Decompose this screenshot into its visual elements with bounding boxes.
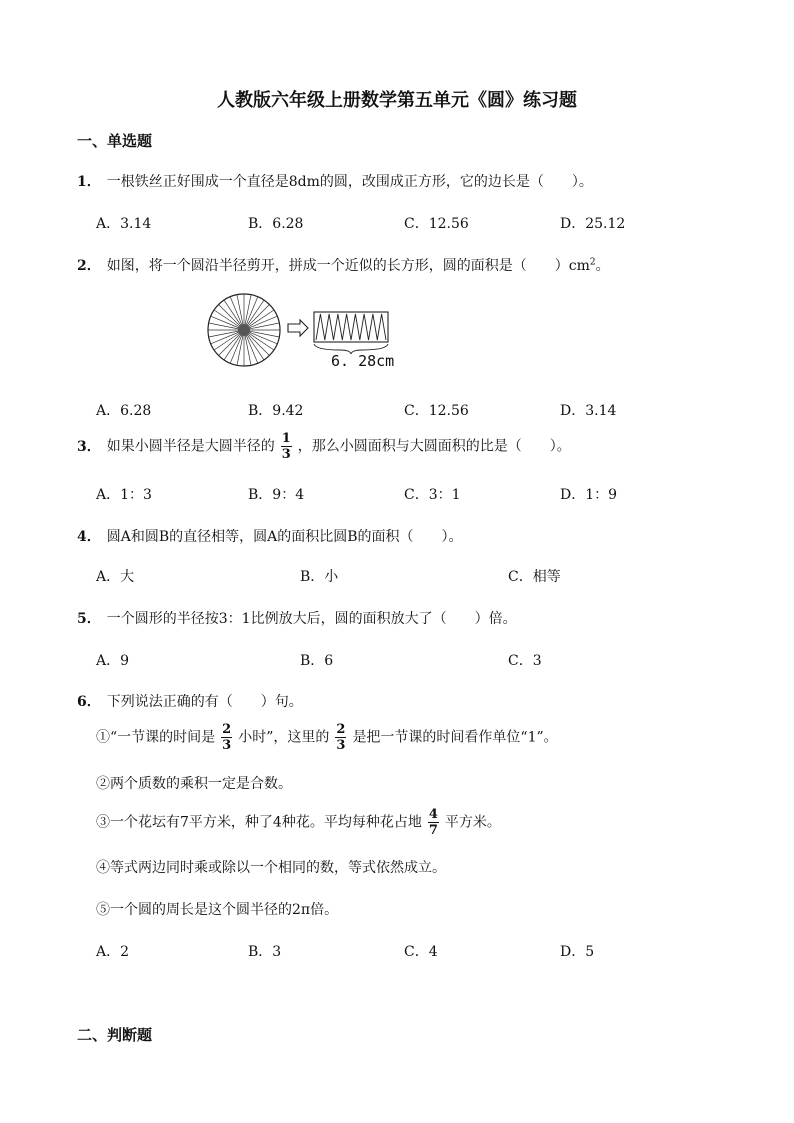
statement-5: ⑤一个圆的周长是这个圆半径的2π倍。: [96, 902, 339, 918]
superscript: 2: [589, 257, 596, 268]
fraction-denominator: 3: [222, 738, 232, 753]
question-3: [77, 432, 571, 461]
option-a: A．6.28: [96, 403, 152, 419]
fraction-numerator: 2: [222, 722, 232, 737]
arrow-right-icon: [288, 320, 308, 336]
statement-text: 平方米。: [444, 814, 501, 831]
page-title: 人教版六年级上册数学第五单元《圆》练习题: [217, 90, 577, 111]
question-text: 一根铁丝正好围成一个直径是8dm的圆，改围成正方形，它的边长是（ ）。: [106, 174, 593, 190]
option-a: A．9: [96, 653, 130, 669]
question-number: 1．: [77, 174, 101, 190]
question-text: 下列说法正确的有（ ）句。: [106, 694, 303, 710]
section-heading-single-choice: 一、单选题: [77, 132, 153, 150]
option-a: A．大: [96, 569, 135, 585]
fraction-denominator: 7: [428, 823, 438, 838]
fraction-denominator: 3: [281, 447, 291, 462]
question-number: 2．: [77, 258, 101, 274]
option-b: B．9.42: [248, 403, 304, 419]
option-a: A．3.14: [96, 216, 152, 232]
question-1: [77, 171, 593, 191]
fraction-numerator: 1: [281, 431, 291, 446]
statement-1: [96, 723, 558, 752]
question-number: 6．: [77, 694, 101, 710]
statement-3: [96, 808, 501, 837]
question-text: 如果小圆半径是大圆半径的: [106, 438, 275, 455]
option-b: B．小: [300, 569, 339, 585]
option-d: D．3.14: [560, 403, 617, 419]
option-c: C．12.56: [404, 216, 469, 232]
fraction-denominator: 3: [336, 738, 346, 753]
section-heading-true-false: 二、判断题: [77, 1026, 153, 1044]
question-text: 一个圆形的半径按3：1比例放大后，圆的面积放大了（ ）倍。: [106, 611, 517, 627]
rectangle-figure: [314, 312, 388, 354]
question-number: 5．: [77, 611, 101, 627]
fraction: [335, 723, 346, 752]
question-text: 圆A和圆B的直径相等，圆A的面积比圆B的面积（ ）。: [106, 529, 463, 545]
option-b: B．9：4: [248, 487, 305, 503]
option-d: D．25.12: [560, 216, 626, 232]
figure-length-label: 6. 28cm: [331, 352, 395, 370]
fraction: [221, 723, 232, 752]
option-b: B．6.28: [248, 216, 304, 232]
option-a: A．2: [96, 944, 130, 960]
statement-text: 是把一节课的时间看作单位“1”。: [352, 729, 558, 746]
question-4: [77, 526, 463, 546]
option-c: C．4: [404, 944, 438, 960]
option-b: B．3: [248, 944, 282, 960]
statement-4: ④等式两边同时乘或除以一个相同的数，等式依然成立。: [96, 860, 446, 876]
circle-to-rectangle-figure: [200, 288, 420, 380]
option-c: C．3：1: [404, 487, 461, 503]
question-6: [77, 691, 303, 711]
question-number: 4．: [77, 529, 101, 545]
option-c: C．3: [508, 653, 542, 669]
fraction: [281, 432, 292, 461]
question-text-end: 。: [595, 258, 610, 274]
statement-text: 小时”，这里的: [238, 729, 330, 746]
fraction: [428, 808, 439, 837]
option-c: C．相等: [508, 569, 561, 585]
circle-sectors-figure: [208, 294, 280, 366]
statement-2: ②两个质数的乘积一定是合数。: [96, 776, 292, 792]
option-d: D．1：9: [560, 487, 618, 503]
question-number: 3．: [77, 438, 101, 455]
question-text: 如图，将一个圆沿半径剪开，拼成一个近似的长方形，圆的面积是（ ）cm: [106, 258, 590, 274]
statement-text: ③一个花坛有7平方米，种了4种花。平均每种花占地: [96, 814, 422, 831]
fraction-numerator: 2: [336, 722, 346, 737]
option-d: D．5: [560, 944, 595, 960]
question-text: ，那么小圆面积与大圆面积的比是（ ）。: [297, 438, 571, 455]
option-c: C．12.56: [404, 403, 469, 419]
option-b: B．6: [300, 653, 334, 669]
question-5: [77, 608, 517, 628]
statement-text: ①“一节课的时间是: [96, 729, 216, 746]
fraction-numerator: 4: [428, 807, 438, 822]
option-a: A．1：3: [96, 487, 152, 503]
question-2: [77, 255, 610, 275]
